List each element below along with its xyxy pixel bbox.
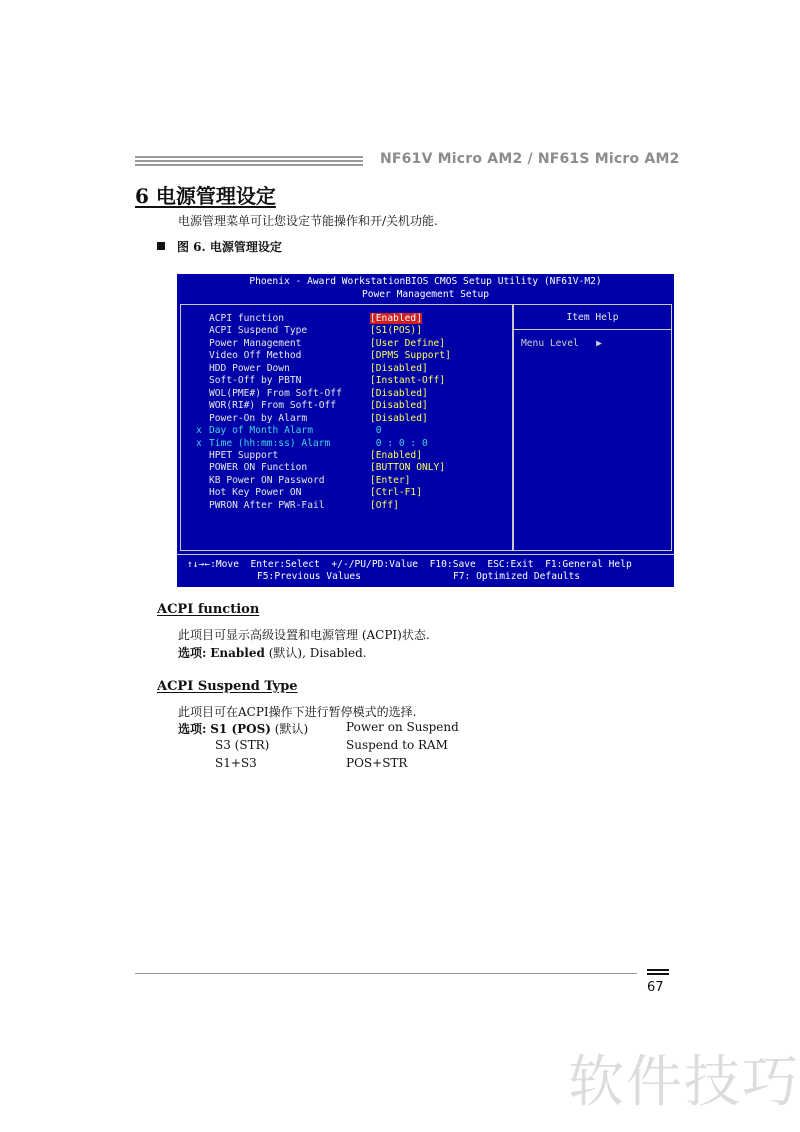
acpi-function-desc: 此项目可显示高级设置和电源管理 (ACPI)状态. <box>178 628 430 642</box>
bios-setting-value[interactable]: [Instant-Off] <box>370 375 446 387</box>
suspend-option-2-desc: Suspend to RAM <box>346 738 448 752</box>
bios-setting-value[interactable]: [S1(POS)] <box>370 325 422 337</box>
bios-setting-value: 0 <box>370 425 382 437</box>
bios-setting-value[interactable]: [Disabled] <box>370 400 428 412</box>
acpi-suspend-desc: 此项目可在ACPI操作下进行暂停模式的选择. <box>178 705 417 719</box>
options-label: 选项: <box>178 722 207 736</box>
footer-rule <box>135 973 637 974</box>
disabled-marker: x <box>196 437 202 449</box>
bios-setting-row[interactable] <box>181 500 511 512</box>
suspend-option-1-desc: Power on Suspend <box>346 720 459 734</box>
item-help-title: Item Help <box>566 312 619 323</box>
figure-caption <box>157 238 282 255</box>
option-default-value: Enabled <box>210 646 265 660</box>
bios-setting-value[interactable]: [BUTTON ONLY] <box>370 462 446 474</box>
bios-title <box>177 276 674 301</box>
suspend-option-3-desc: POS+STR <box>346 756 408 770</box>
help-divider <box>514 329 671 330</box>
bios-setting-row[interactable] <box>181 325 511 337</box>
key-legend-line1: ↑↓→←:Move Enter:Select +/-/PU/PD:Value F10:Save ESC:Exit F1:General Help <box>187 559 632 570</box>
option-default-suffix: (默认) <box>274 722 309 736</box>
bios-setting-label: PWRON After PWR-Fail <box>209 499 325 511</box>
bios-setting-value[interactable]: [DPMS Support] <box>370 350 451 362</box>
watermark-text: 软件技巧 <box>568 1050 800 1115</box>
bios-setting-label: Soft-Off by PBTN <box>209 375 302 387</box>
section-heading-acpi-function: ACPI function <box>157 602 260 617</box>
bios-setting-label: ACPI function <box>209 313 285 324</box>
header-rule-lines <box>135 156 363 166</box>
bios-setting-label: Power Management <box>209 337 302 349</box>
key-legend-previous: F5:Previous Values <box>257 571 361 582</box>
chapter-intro: 电源管理菜单可让您设定节能操作和开/关机功能. <box>178 214 438 228</box>
bios-setting-label: Time (hh:mm:ss) Alarm <box>209 437 331 449</box>
bios-setting-label: WOL(PME#) From Soft-Off <box>209 387 342 399</box>
bios-setting-label: WOR(RI#) From Soft-Off <box>209 400 337 412</box>
bullet-square-icon <box>157 242 165 250</box>
page-number: 67 <box>647 980 664 995</box>
bios-setting-value[interactable]: [Off] <box>370 499 399 511</box>
acpi-function-options <box>178 644 367 661</box>
bios-setting-row[interactable] <box>181 313 511 325</box>
footer-bars <box>647 969 669 977</box>
suspend-option-3: S1+S3 <box>215 756 257 770</box>
figure-caption-text: 图 6. 电源管理设定 <box>177 240 282 254</box>
bios-setting-row[interactable] <box>181 400 511 412</box>
bios-setting-value: 0 : 0 : 0 <box>370 437 428 449</box>
bios-setting-label: ACPI Suspend Type <box>209 325 308 337</box>
bios-setting-label: HPET Support <box>209 449 279 461</box>
bios-setting-value[interactable]: [Enabled] <box>370 449 422 461</box>
bios-setting-value[interactable]: [Disabled] <box>370 387 428 399</box>
bios-setting-value[interactable]: [Disabled] <box>370 362 428 374</box>
bios-help-panel <box>513 304 672 551</box>
bios-settings-panel <box>180 304 513 551</box>
bios-setting-row[interactable] <box>181 413 511 425</box>
bios-setting-row <box>181 425 511 437</box>
bios-title-line2: Power Management Setup <box>361 288 490 300</box>
bios-setting-label: Video Off Method <box>209 350 302 362</box>
bios-setting-label: Day of Month Alarm <box>209 425 313 437</box>
key-legend-defaults: F7: Optimized Defaults <box>453 571 581 582</box>
product-title: NF61V Micro AM2 / NF61S Micro AM2 <box>380 151 680 167</box>
bios-setting-label: KB Power ON Password <box>209 474 325 486</box>
bios-key-legend <box>177 554 674 583</box>
suspend-option-1 <box>178 720 308 737</box>
bios-setting-label: Hot Key Power ON <box>209 487 302 499</box>
options-label: 选项: <box>178 646 207 660</box>
bios-setting-row <box>181 438 511 450</box>
bios-setting-value[interactable]: [User Define] <box>370 337 446 349</box>
section-heading-acpi-suspend: ACPI Suspend Type <box>157 679 298 694</box>
bios-title-line1: Phoenix - Award WorkstationBIOS CMOS Setup Utility (NF61V-M2) <box>249 276 602 287</box>
bios-setting-row[interactable] <box>181 475 511 487</box>
bios-setting-row[interactable] <box>181 338 511 350</box>
bios-setting-row[interactable] <box>181 363 511 375</box>
suspend-option-2: S3 (STR) <box>215 738 270 752</box>
chapter-title: 6 电源管理设定 <box>135 184 276 208</box>
bios-setting-row[interactable] <box>181 487 511 499</box>
option-value: S1 (POS) <box>210 722 271 736</box>
disabled-marker: x <box>196 425 202 437</box>
bios-setting-value[interactable]: [Enabled] <box>370 313 422 324</box>
menu-level-text: Menu Level ▶ <box>521 338 602 349</box>
bios-setting-row[interactable] <box>181 375 511 387</box>
option-default-suffix: (默认), Disabled. <box>268 646 367 660</box>
bios-setting-value[interactable]: [Enter] <box>370 474 411 486</box>
bios-setting-row[interactable] <box>181 450 511 462</box>
bios-setting-label: POWER ON Function <box>209 462 308 474</box>
bios-screenshot <box>177 274 674 587</box>
bios-setting-row[interactable] <box>181 462 511 474</box>
bios-setting-row[interactable] <box>181 350 511 362</box>
bios-setting-label: Power-On by Alarm <box>209 412 308 424</box>
bios-setting-value[interactable]: [Disabled] <box>370 412 428 424</box>
bios-setting-row[interactable] <box>181 388 511 400</box>
bios-setting-label: HDD Power Down <box>209 362 290 374</box>
bios-setting-value[interactable]: [Ctrl-F1] <box>370 487 422 499</box>
